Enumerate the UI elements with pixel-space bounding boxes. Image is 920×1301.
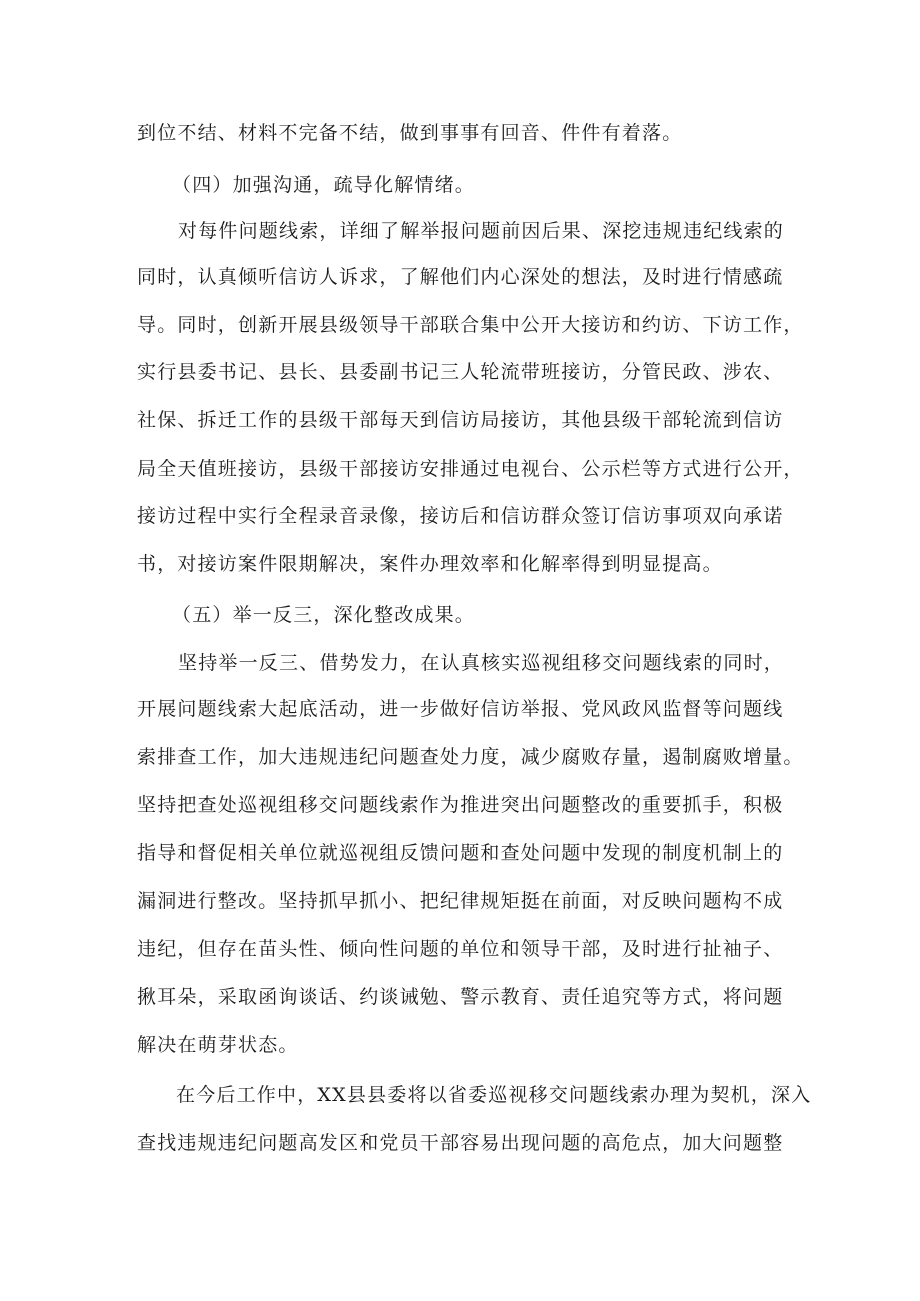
text-line: 坚持举一反三、借势发力，在认真核实巡视组移交问题线索的同时， [178, 652, 785, 674]
section-heading: （五）举一反三，深化整改成果。 [172, 604, 476, 626]
text-line: 索排查工作，加大违规违纪问题查处力度，减少腐败存量，遏制腐败增量。 [137, 746, 804, 768]
text-line: 揪耳朵，采取函询谈话、约谈诫勉、警示教育、责任追究等方式，将问题 [137, 986, 784, 1008]
section-heading: （四）加强沟通，疏导化解情绪。 [172, 174, 476, 196]
text-line: 查找违规违纪问题高发区和党员干部容易出现问题的高危点，加大问题整 [137, 1132, 784, 1154]
text-line: 同时，认真倾听信访人诉求，了解他们内心深处的想法，及时进行情感疏 [137, 266, 784, 288]
text-line: 局全天值班接访，县级干部接访安排通过电视台、公示栏等方式进行公开， [137, 458, 804, 480]
text-line: 在今后工作中，XX县县委将以省委巡视移交问题线索办理为契机，深入 [176, 1084, 812, 1106]
text-line: 违纪，但存在苗头性、倾向性问题的单位和领导干部，及时进行扯袖子、 [137, 938, 784, 960]
text-line: 开展问题线索大起底活动，进一步做好信访举报、党风政风监督等问题线 [137, 698, 784, 720]
text-line: 社保、拆迁工作的县级干部每天到信访局接访，其他县级干部轮流到信访 [137, 409, 784, 431]
text-line: 到位不结、材料不完备不结，做到事事有回音、件件有着落。 [137, 122, 683, 144]
text-line: 书，对接访案件限期解决，案件办理效率和化解率得到明显提高。 [137, 553, 723, 575]
text-line: 接访过程中实行全程录音录像，接访后和信访群众签订信访事项双向承诺 [137, 505, 784, 527]
text-line: 对每件问题线索，详细了解举报问题前因后果、深挖违规违纪线索的 [178, 220, 785, 242]
text-line: 指导和督促相关单位就巡视组反馈问题和查处问题中发现的制度机制上的 [137, 842, 784, 864]
text-line: 解决在萌芽状态。 [137, 1034, 299, 1056]
text-line: 坚持把查处巡视组移交问题线索作为推进突出问题整改的重要抓手，积极 [137, 794, 784, 816]
text-line: 漏洞进行整改。坚持抓早抓小、把纪律规矩挺在前面，对反映问题构不成 [137, 890, 784, 912]
text-line: 导。同时，创新开展县级领导干部联合集中公开大接访和约访、下访工作， [137, 314, 804, 336]
text-line: 实行县委书记、县长、县委副书记三人轮流带班接访，分管民政、涉农、 [137, 361, 784, 383]
